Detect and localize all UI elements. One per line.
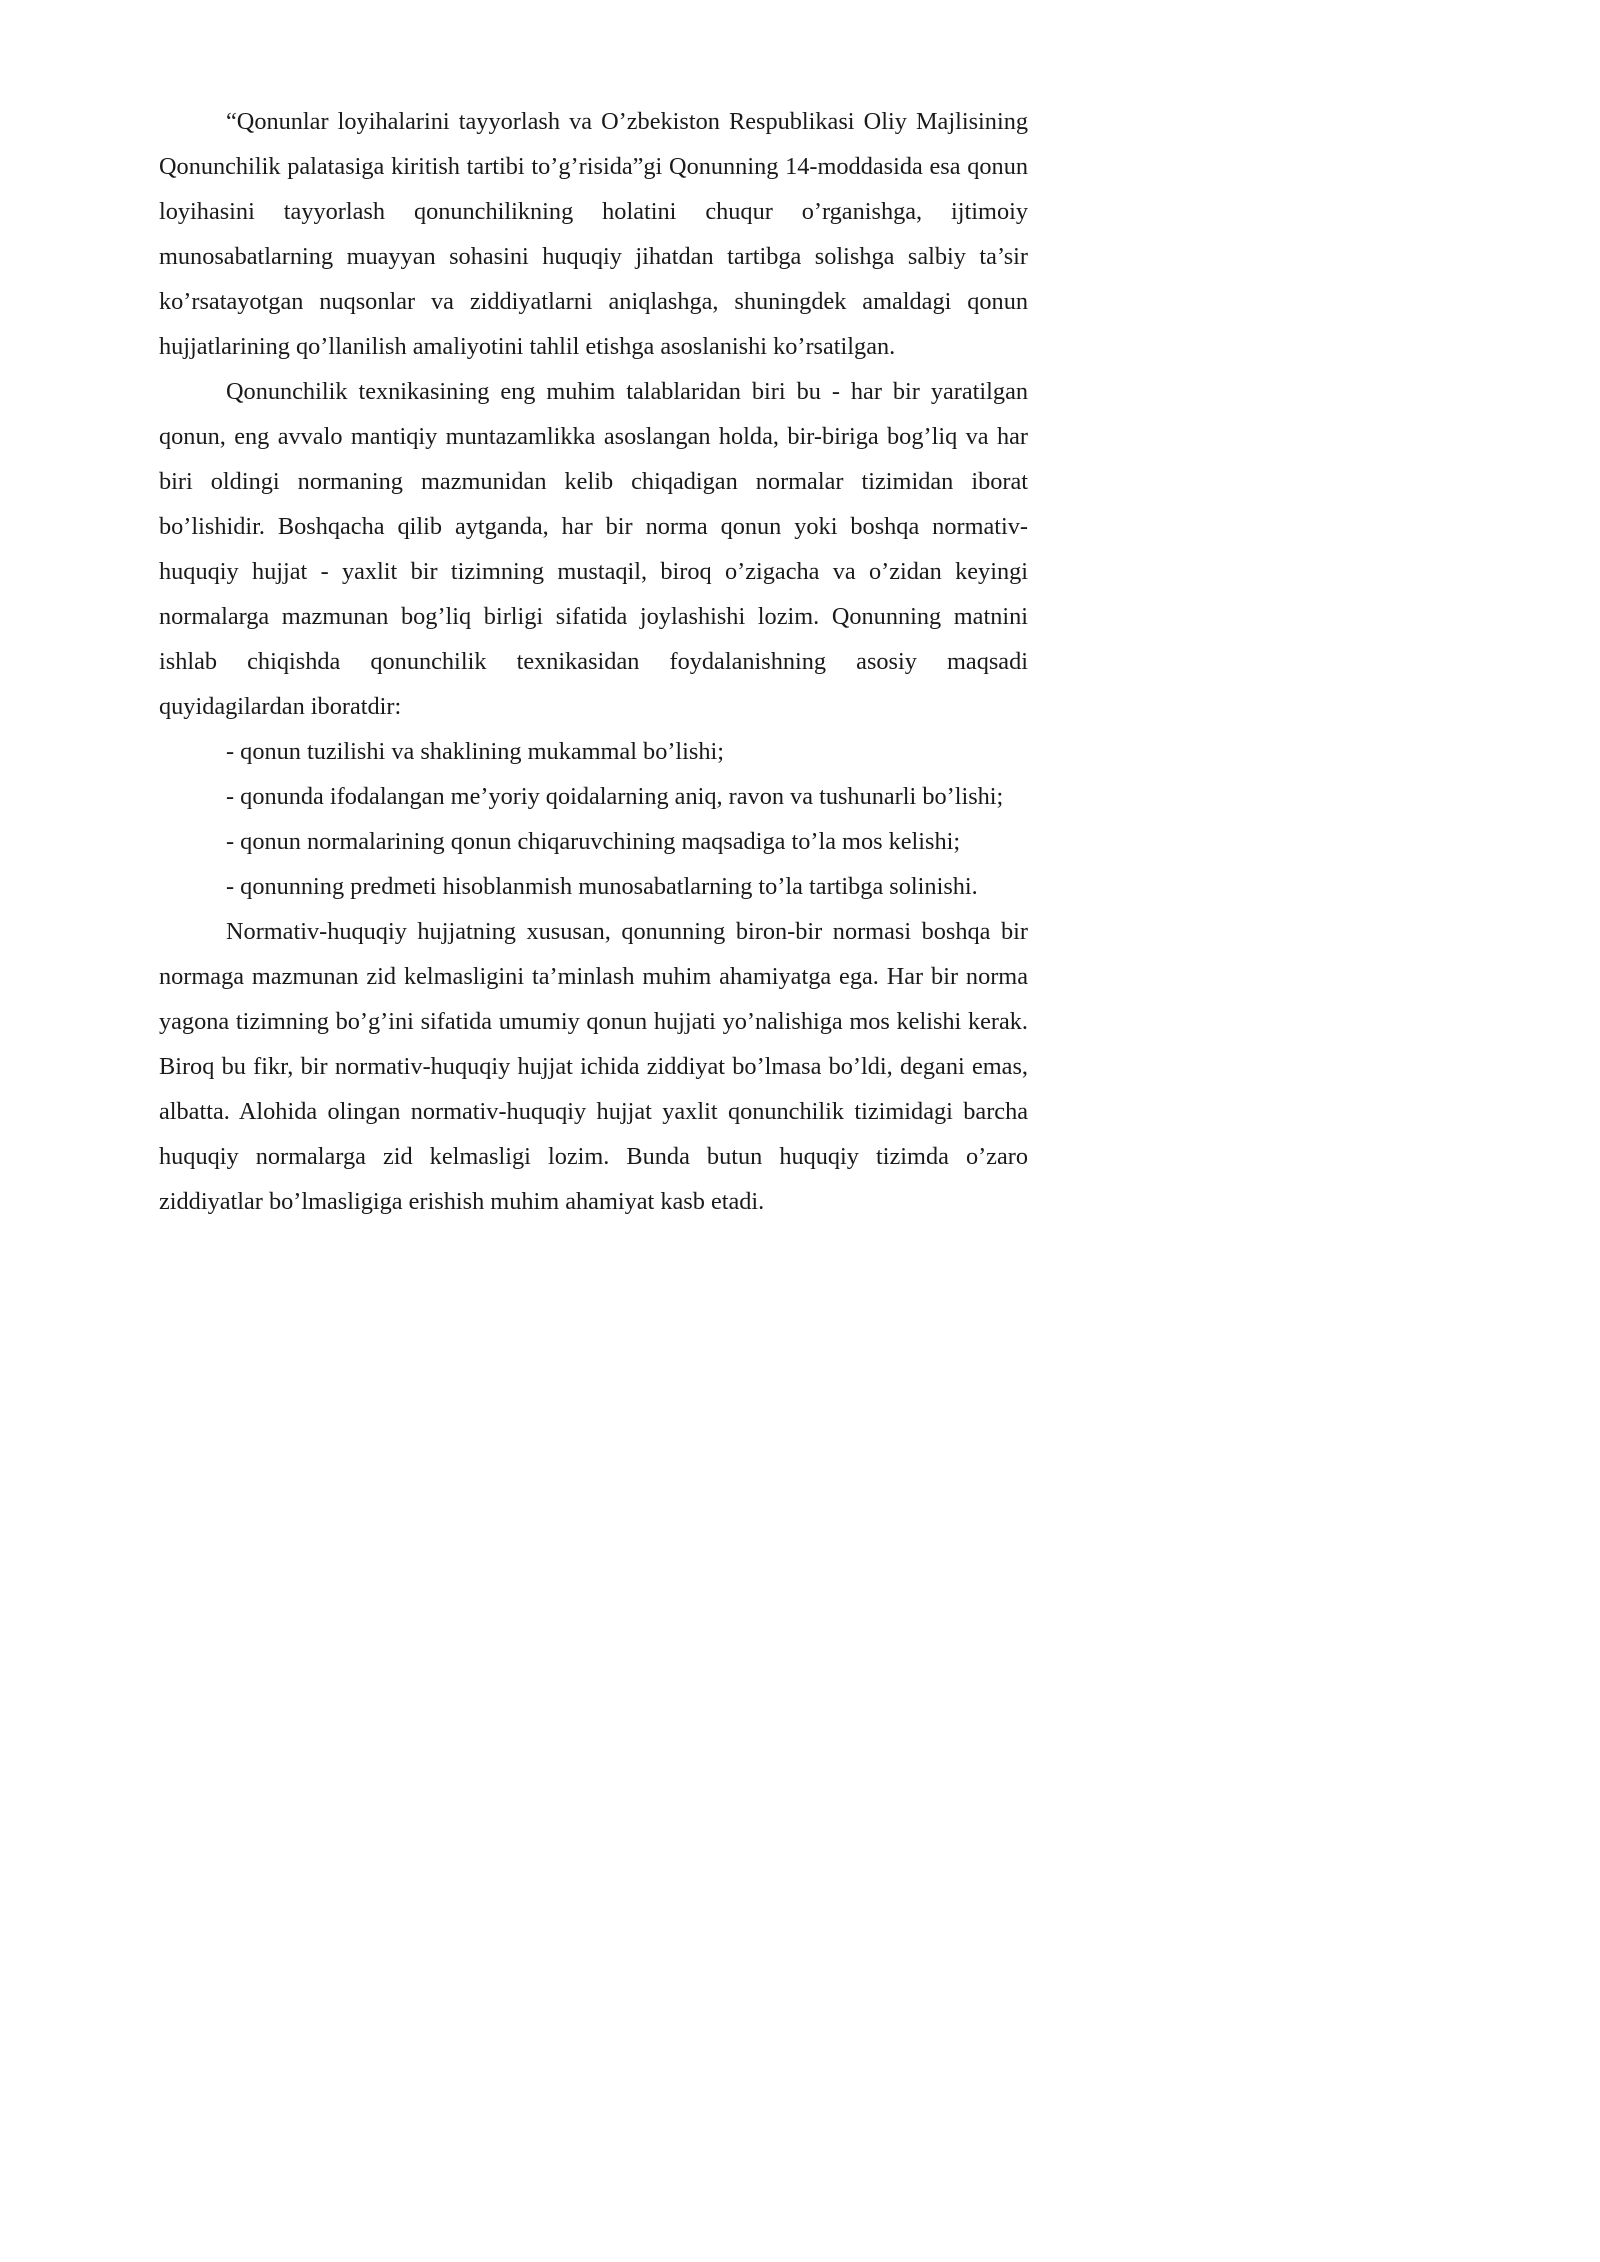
document-body: [159, 99, 1028, 1224]
paragraph-qonunchilik-texnikasi: Qonunchilik texnikasining eng muhim talablaridan biri bu - har bir yaratilgan qonun, eng avvalo mantiqiy muntazamlikka asoslangan holda, bir-biriga bog’liq va har biri oldingi normaning mazmunidan kelib chiqadigan normalar tizimidan iborat bo’lishidir. Boshqacha qilib aytganda, har bir norma qonun yoki boshqa normativ-huquqiy hujjat - yaxlit bir tizimning mustaqil, biroq o’zigacha va o’zidan keyingi normalarga mazmunan bog’liq birligi sifatida joylashishi lozim. Qonunning matnini ishlab chiqishda qonunchilik texnikasidan foydalanishning asosiy maqsadi quyidagilardan iboratdir:: [159, 378, 1028, 720]
list-item-aniq-ravon: - qonunda ifodalangan me’yoriy qoidalarning aniq, ravon va tushunarli bo’lishi;: [226, 783, 1004, 810]
list-item-maqsadiga-mos: - qonun normalarining qonun chiqaruvchining maqsadiga to’la mos kelishi;: [226, 828, 961, 855]
list-item-tartibga-solinishi: - qonunning predmeti hisoblanmish munosabatlarning to’la tartibga solinishi.: [226, 873, 978, 900]
paragraph-ziddiyat: Normativ-huquqiy hujjatning xususan, qonunning biron-bir normasi boshqa bir normaga mazmunan zid kelmasligini ta’minlash muhim ahamiyatga ega. Har bir norma yagona tizimning bo’g’ini sifatida umumiy qonun hujjati yo’nalishiga mos kelishi kerak. Biroq bu fikr, bir normativ-huquqiy hujjat ichida ziddiyat bo’lmasa bo’ldi, degani emas, albatta. Alohida olingan normativ-huquqiy hujjat yaxlit qonunchilik tizimidagi barcha huquqiy normalarga zid kelmasligi lozim. Bunda butun huquqiy tizimda o’zaro ziddiyatlar bo’lmasligiga erishish muhim ahamiyat kasb etadi.: [159, 918, 1028, 1215]
list-item-tuzilishi: - qonun tuzilishi va shaklining mukammal bo’lishi;: [226, 738, 725, 765]
paragraph-qonun-14-moddasi: “Qonunlar loyihalarini tayyorlash va O’zbekiston Respublikasi Oliy Majlisining Qonunchilik palatasiga kiritish tartibi to’g’risida”gi Qonunning 14-moddasida esa qonun loyihasini tayyorlash qonunchilikning holatini chuqur o’rganishga, ijtimoiy munosabatlarning muayyan sohasini huquqiy jihatdan tartibga solishga salbiy ta’sir ko’rsatayotgan nuqsonlar va ziddiyatlarni aniqlashga, shuningdek amaldagi qonun hujjatlarining qo’llanilish amaliyotini tahlil etishga asoslanishi ko’rsatilgan.: [159, 108, 1028, 360]
document-page: [0, 0, 1108, 1568]
